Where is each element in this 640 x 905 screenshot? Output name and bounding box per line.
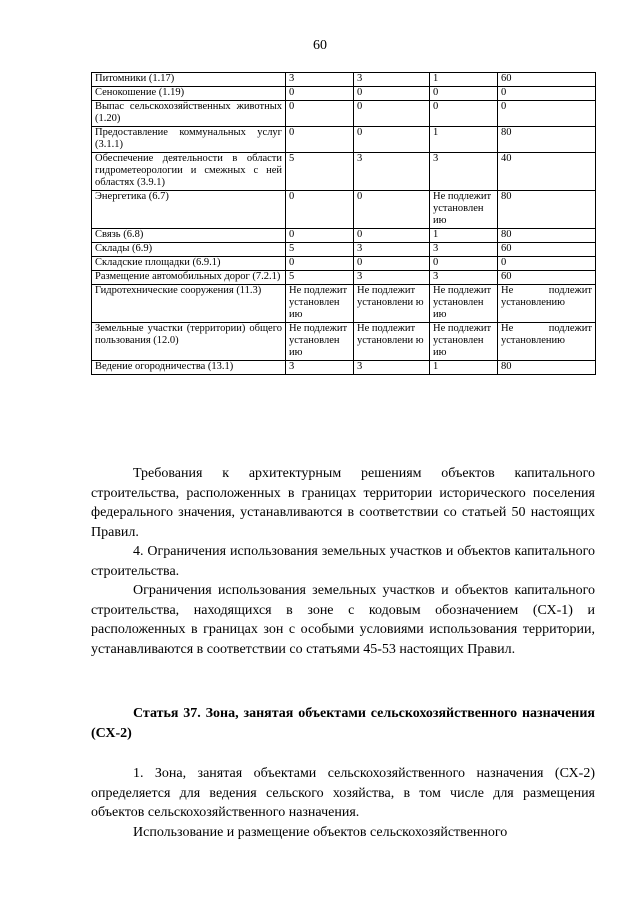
table-cell: 3 <box>354 271 430 285</box>
table-row <box>92 243 596 257</box>
table-row <box>92 191 596 229</box>
table-row <box>92 257 596 271</box>
table-cell: 0 <box>430 87 498 101</box>
table-cell-name: Выпас сельскохозяйственных животных (1.20) <box>92 101 286 127</box>
table-row <box>92 127 596 153</box>
body-text-lower <box>91 764 595 842</box>
table-cell: 0 <box>354 229 430 243</box>
table-cell: 0 <box>354 127 430 153</box>
table-cell: 1 <box>430 361 498 375</box>
paragraph-usage: Использование и размещение объектов сельскохозяйственного <box>133 824 508 840</box>
table-row <box>92 323 596 361</box>
table-row <box>92 87 596 101</box>
paragraph-zone-definition: 1. Зона, занятая объектами сельскохозяйственного назначения (СХ-2) определяется для ведения сельского хозяйства, в том числе для размещения объектов сельскохозяйственного назначения. <box>91 766 595 820</box>
table-cell: Не подлежит установлен ию <box>286 285 354 323</box>
table-cell: 60 <box>498 243 596 257</box>
table-cell: 0 <box>354 257 430 271</box>
table-row <box>92 285 596 323</box>
paragraph-restrictions: Ограничения использования земельных участков и объектов капитального строительства, находящихся в зоне с кодовым обозначением (СХ-1) и расположенных в границах зон с особыми условиями использования территории, устанавливаются в соответствии со статьями 45-53 настоящих Правил. <box>91 583 595 657</box>
table-row <box>92 101 596 127</box>
table-cell: 60 <box>498 73 596 87</box>
table-cell: 1 <box>430 127 498 153</box>
table-cell: 0 <box>354 191 430 229</box>
table-cell: Не подлежит установлению <box>498 323 596 361</box>
table-cell: Не подлежит установлен ию <box>286 323 354 361</box>
page-number: 60 <box>313 38 327 53</box>
table-cell-name: Ведение огородничества (13.1) <box>92 361 286 375</box>
table-row <box>92 229 596 243</box>
table-cell-name: Земельные участки (территории) общего пользования (12.0) <box>92 323 286 361</box>
paragraph-architecture: Требования к архитектурным решениям объектов капитального строительства, расположенных в границах территории исторического поселения федерального значения, устанавливаются в соответствии со статьей 50 настоящих Правил. <box>91 466 595 540</box>
table-cell: 3 <box>286 361 354 375</box>
table-cell-name: Связь (6.8) <box>92 229 286 243</box>
body-text-upper <box>91 464 595 659</box>
table-cell-name: Питомники (1.17) <box>92 73 286 87</box>
table-cell: 0 <box>286 191 354 229</box>
table-cell-name: Складские площадки (6.9.1) <box>92 257 286 271</box>
table-cell: 3 <box>430 271 498 285</box>
table-cell: 0 <box>354 87 430 101</box>
table-cell: 40 <box>498 153 596 191</box>
paragraph-restrictions-title: 4. Ограничения использования земельных участков и объектов капитального строительства. <box>91 544 595 579</box>
table-cell: Не подлежит установлен ию <box>430 191 498 229</box>
table-cell: Не подлежит установлени ю <box>354 285 430 323</box>
table-cell: 0 <box>286 87 354 101</box>
table-row <box>92 361 596 375</box>
table-cell: 80 <box>498 361 596 375</box>
table-cell: 0 <box>430 101 498 127</box>
table-cell: Не подлежит установлени ю <box>354 323 430 361</box>
table-cell: 0 <box>286 229 354 243</box>
table-cell-name: Энергетика (6.7) <box>92 191 286 229</box>
table-cell: Не подлежит установлен ию <box>430 285 498 323</box>
table-cell: 60 <box>498 271 596 285</box>
table-cell: 3 <box>430 153 498 191</box>
table-cell: 5 <box>286 243 354 257</box>
table-cell: Не подлежит установлению <box>498 285 596 323</box>
table-cell-name: Сенокошение (1.19) <box>92 87 286 101</box>
zone-parameters-table <box>91 72 596 375</box>
table-cell: 0 <box>498 87 596 101</box>
table-cell-name: Гидротехнические сооружения (11.3) <box>92 285 286 323</box>
table-cell: 5 <box>286 153 354 191</box>
table-cell: 3 <box>354 73 430 87</box>
table-cell-name: Обеспечение деятельности в области гидрометеорологии и смежных с ней областях (3.9.1) <box>92 153 286 191</box>
table-row <box>92 73 596 87</box>
table-cell: 0 <box>286 127 354 153</box>
table-cell: 5 <box>286 271 354 285</box>
table-cell: Не подлежит установлен ию <box>430 323 498 361</box>
table-cell: 0 <box>286 101 354 127</box>
table-cell-name: Склады (6.9) <box>92 243 286 257</box>
table-cell: 80 <box>498 191 596 229</box>
article-heading: Статья 37. Зона, занятая объектами сельскохозяйственного назначения (СХ-2) <box>91 706 595 741</box>
table-cell: 0 <box>430 257 498 271</box>
table-cell: 3 <box>354 243 430 257</box>
table-cell: 0 <box>498 101 596 127</box>
table-cell: 0 <box>498 257 596 271</box>
table-cell: 1 <box>430 229 498 243</box>
table-cell: 3 <box>286 73 354 87</box>
table-cell: 3 <box>430 243 498 257</box>
table-row <box>92 271 596 285</box>
table-cell: 0 <box>354 101 430 127</box>
table-cell-name: Размещение автомобильных дорог (7.2.1) <box>92 271 286 285</box>
table-cell: 0 <box>286 257 354 271</box>
table-row <box>92 153 596 191</box>
table-cell: 3 <box>354 153 430 191</box>
table-cell: 80 <box>498 127 596 153</box>
table-cell-name: Предоставление коммунальных услуг (3.1.1) <box>92 127 286 153</box>
table-cell: 80 <box>498 229 596 243</box>
table-cell: 3 <box>354 361 430 375</box>
table-cell: 1 <box>430 73 498 87</box>
